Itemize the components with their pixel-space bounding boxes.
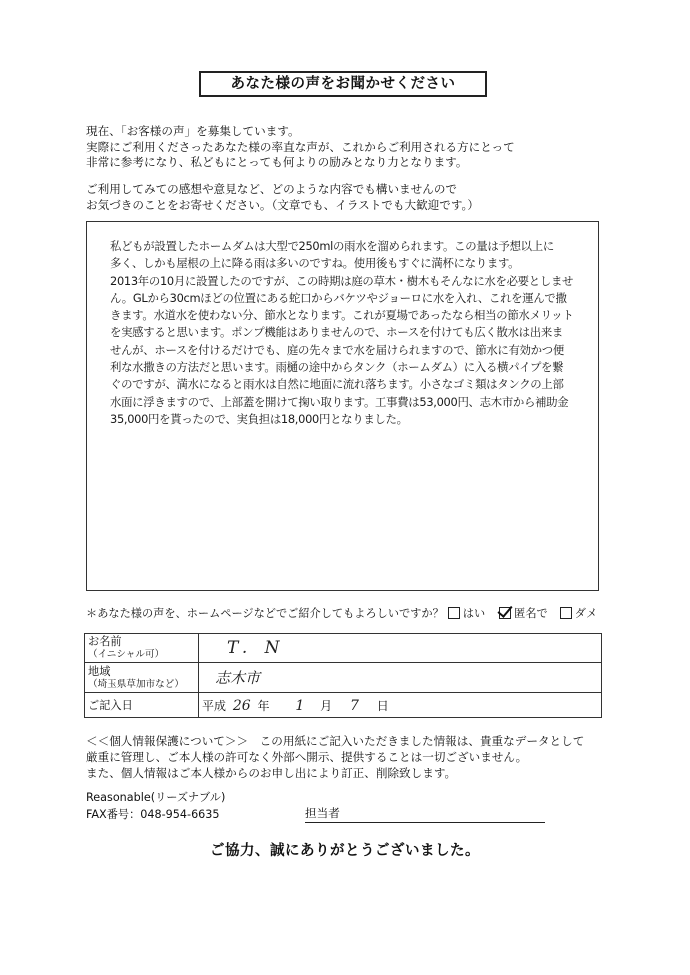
comment-line: 35,000円を貰ったので、実負担は18,000円となりました。 <box>110 411 408 426</box>
date-field[interactable] <box>199 693 602 718</box>
date-label-cell <box>85 693 199 718</box>
company-name: Reasonable(リーズナブル) <box>86 791 226 804</box>
date-year-unit: 年 <box>257 698 270 713</box>
privacy-notice <box>86 733 584 781</box>
consent-yes-checkbox[interactable] <box>448 607 460 619</box>
comment-line: 2013年の10月に設置したのですが、この時期は庭の草木・樹木もそんなに水を必要としませ <box>110 273 574 288</box>
consent-no-checkbox[interactable] <box>560 607 572 619</box>
date-day-unit: 日 <box>376 698 389 713</box>
name-field[interactable] <box>199 634 602 663</box>
name-label: お名前 <box>88 635 122 648</box>
company-fax: FAX番号：048-954-6635 <box>86 808 220 821</box>
intro-line: 非常に参考になり、私どもにとっても何よりの励みとなり力となります。 <box>86 155 468 169</box>
staff-label: 担当者 <box>305 806 340 820</box>
name-sublabel: （イニシャル可） <box>88 649 165 660</box>
consent-no-label: ダメ <box>574 607 598 620</box>
comment-line: 私どもが設置したホームダムは大型で250mlの雨水を溜められます。この量は予想以上に <box>110 239 554 253</box>
area-field[interactable] <box>199 663 602 693</box>
date-day: 7 <box>349 697 359 714</box>
area-label: 地域 <box>88 664 111 678</box>
name-label-cell <box>85 634 199 663</box>
comment-line: 多く、しかも屋根の上に降る雨は多いのですね。使用後もすぐに満杯になります。 <box>110 256 520 271</box>
area-sublabel: （埼玉県草加市など） <box>88 678 184 690</box>
area-label-cell <box>85 663 199 693</box>
date-month-unit: 月 <box>320 698 333 713</box>
date-era: 平成 <box>202 698 227 713</box>
comment-line: せんが、ホースを付けるだけでも、庭の先々まで水を届けられますので、節水に有効かつ便 <box>110 342 564 357</box>
request-line: お気づきのことをお寄せください。（文章でも、イラストでも大歓迎です。） <box>86 197 479 212</box>
area-value: 志木市 <box>215 669 261 687</box>
staff-field[interactable] <box>305 805 545 823</box>
intro-line: 実際にご利用くださったあなた様の率直な声が、これからご利用される方にとって <box>86 139 515 154</box>
comment-line: を実感すると思います。ポンプ機能はありませんので、ホースを付けても広く散水は出来ま <box>110 325 564 340</box>
comment-line: 水面に浮きますので、上部蓋を開けて掬い取ります。工事費は53,000円、志木市から補助金 <box>110 394 569 409</box>
request-line: ご利用してみての感想や意見など、どのような内容でも構いませんので <box>86 182 458 196</box>
thanks-message: ご協力、誠にありがとうございました。 <box>210 843 480 859</box>
comment-line: きます。水道水を使わない分、節水となります。これが夏場であったなら相当の節水メリット <box>110 308 574 323</box>
consent-anonymous-label: 匿名で <box>514 607 548 620</box>
survey-title: あなた様の声をお聞かせください <box>199 71 487 97</box>
info-form <box>84 633 602 718</box>
consent-row <box>86 605 597 621</box>
date-year: 26 <box>232 697 251 714</box>
intro-text <box>86 124 515 171</box>
privacy-line: また、個人情報はご本人様からのお申し出により訂正、削除致します。 <box>86 766 457 780</box>
comment-line: 利な水撒きの方法だと思います。雨樋の途中からタンク（ホームダム）に入る横パイプを繋 <box>110 360 564 375</box>
consent-question: ＊あなた様の声を、ホームページなどでご紹介してもよろしいですか？ <box>86 607 444 620</box>
comment-line: ぐのですが、満水になると雨水は自然に地面に流れ落ちます。小さなゴミ類はタンクの上部 <box>110 377 564 392</box>
consent-anonymous-checkbox[interactable] <box>499 607 511 619</box>
company-info <box>86 789 225 823</box>
date-month: 1 <box>295 697 305 714</box>
request-text <box>86 182 479 213</box>
privacy-line: ＜＜個人情報保護について＞＞ この用紙にご記入いただきました情報は、貴重なデータとして <box>86 734 585 748</box>
name-value: T. N <box>227 638 286 658</box>
privacy-line: 厳重に管理し、ご本人様の許可なく外部へ開示、提供することは一切ございません。 <box>86 750 528 764</box>
comment-line: ん。GLから30cmほどの位置にある蛇口からバケツやジョーロに水を入れ、これを運んで撒 <box>110 290 567 305</box>
date-label: ご記入日 <box>88 698 133 712</box>
comment-text <box>110 238 588 428</box>
consent-yes-label: はい <box>462 607 486 620</box>
intro-line: 現在、「お客様の声」を募集しています。 <box>86 124 300 138</box>
